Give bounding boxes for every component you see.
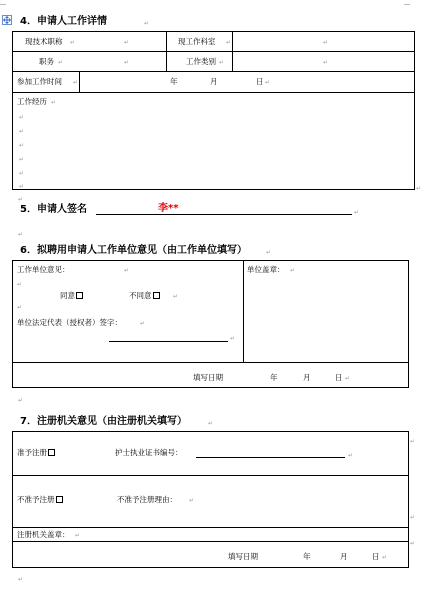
agree-option[interactable]: 同意: [60, 291, 83, 300]
start-day-label: 日: [256, 77, 264, 86]
employer-seal-label: 单位盖章：: [247, 265, 285, 274]
section5-title: 5．申请人签名: [20, 204, 87, 215]
employer-month-label: 月: [303, 373, 311, 382]
section7-title: 7．注册机关意见（由注册机关填写）: [20, 416, 187, 427]
authority-day-label: 日: [372, 552, 380, 561]
cert-number-label: 护士执业证书编号：: [115, 448, 183, 457]
legal-rep-sign-field[interactable]: [109, 330, 228, 341]
section6-title: 6．拟聘用申请人工作单位意见（由工作单位填写）: [20, 245, 247, 256]
employer-fill-date-label: 填写日期: [193, 373, 223, 382]
authority-fill-date-label: 填写日期: [228, 552, 258, 561]
section4-title: 4．申请人工作详情: [20, 16, 107, 27]
employer-day-label: 日: [335, 373, 343, 382]
employer-year-label: 年: [270, 373, 278, 382]
page-corner-mark-left: [0, 4, 6, 10]
authority-seal-label: 注册机关盖章：: [17, 530, 70, 539]
approve-checkbox[interactable]: [48, 449, 55, 456]
legal-rep-sign-line: [109, 341, 228, 342]
employer-opinion-label: 工作单位意见：: [17, 265, 70, 274]
disagree-checkbox[interactable]: [153, 292, 160, 299]
cert-number-line: [196, 457, 345, 458]
current-dept-label: 现工作科室: [178, 37, 216, 46]
start-work-date-field[interactable]: [80, 72, 414, 91]
work-experience-label: 工作经历: [17, 97, 47, 106]
reject-option[interactable]: 不准予注册: [17, 495, 63, 504]
signature-line: [96, 214, 352, 215]
authority-seal-area[interactable]: [14, 542, 407, 566]
cert-number-field[interactable]: [196, 446, 345, 457]
start-month-label: 月: [210, 77, 218, 86]
current-title-field[interactable]: [80, 32, 165, 50]
disagree-option[interactable]: 不同意: [129, 291, 160, 300]
approve-option[interactable]: 准予注册: [17, 448, 55, 457]
agree-checkbox[interactable]: [76, 292, 83, 299]
reject-reason-label: 不准予注册理由：: [117, 495, 177, 504]
current-title-label: 现技术职称: [25, 37, 63, 46]
page-corner-mark-right: [404, 4, 410, 10]
signature-field[interactable]: [96, 202, 352, 214]
work-experience-field[interactable]: [14, 108, 412, 188]
authority-month-label: 月: [340, 552, 348, 561]
position-label: 职务: [39, 57, 54, 66]
authority-year-label: 年: [303, 552, 311, 561]
table-move-handle-icon[interactable]: [2, 15, 12, 25]
employer-seal-area[interactable]: [245, 276, 407, 360]
position-field[interactable]: [80, 52, 165, 70]
start-work-date-label: 参加工作时间: [17, 77, 62, 86]
work-category-label: 工作类别: [186, 57, 216, 66]
reject-reason-field[interactable]: [195, 484, 407, 524]
reject-checkbox[interactable]: [56, 496, 63, 503]
applicant-signature: 李**: [158, 203, 179, 214]
start-year-label: 年: [170, 77, 178, 86]
legal-rep-sign-label: 单位法定代表（授权者）签字：: [17, 318, 122, 327]
